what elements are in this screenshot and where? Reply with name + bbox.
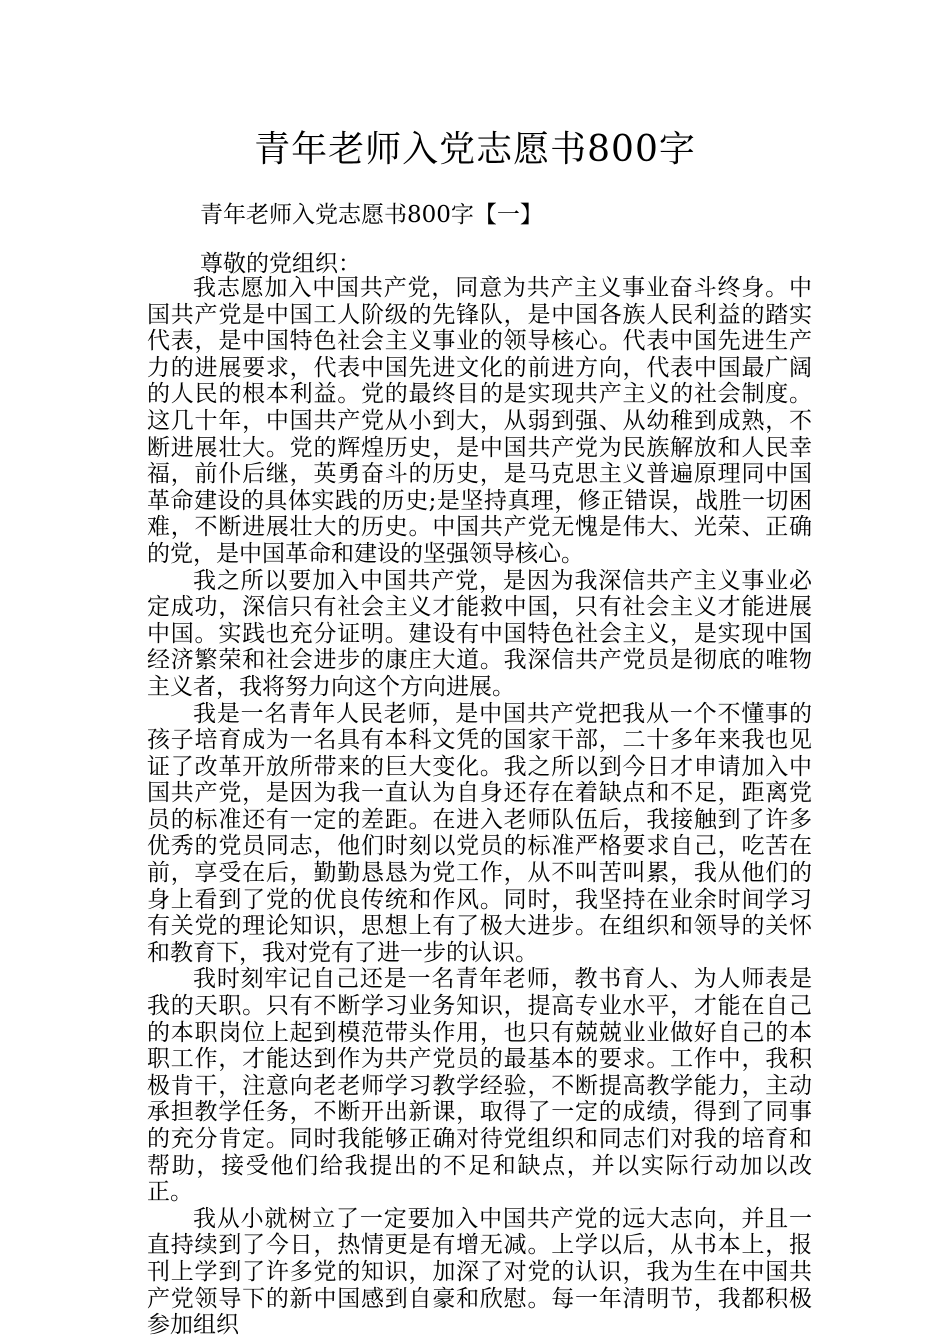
paragraph-3: 我是一名青年人民老师，是中国共产党把我从一个不懂事的孩子培育成为一名具有本科文凭的国家干部，二十多年来我也见证了改革开放所带来的巨大变化。我之所以到今日才申请加入中国共产党，是因为我一直认为自身还存在着缺点和不足，距离党员的标准还有一定的差距。在进入老师队伍后，我接触到了许多优秀的党员同志，他们时刻以党员的标准严格要求自己，吃苦在前，享受在后，勤勤恳恳为党工作，从不叫苦叫累，我从他们的身上看到了党的优良传统和作风。同时，我坚持在业余时间学习有关党的理论知识，思想上有了极大进步。在组织和领导的关怀和教育下，我对党有了进一步的认识。 xyxy=(147,700,812,966)
section-heading: 青年老师入党志愿书800字【一】 xyxy=(200,202,543,228)
salutation: 尊敬的党组织： xyxy=(200,251,361,277)
paragraph-4: 我时刻牢记自己还是一名青年老师，教书育人、为人师表是我的天职。只有不断学习业务知识，提高专业水平，才能在自己的本职岗位上起到模范带头作用，也只有兢兢业业做好自己的本职工作，才能达到作为共产党员的最基本的要求。工作中，我积极肯干，注意向老老师学习教学经验，不断提高教学能力，主动承担教学任务，不断开出新课，取得了一定的成绩，得到了同事的充分肯定。同时我能够正确对待党组织和同志们对我的培育和帮助，接受他们给我提出的不足和缺点，并以实际行动加以改正。 xyxy=(147,966,812,1206)
paragraph-2: 我之所以要加入中国共产党，是因为我深信共产主义事业必定成功，深信只有社会主义才能救中国，只有社会主义才能进展中国。实践也充分证明。建设有中国特色社会主义，是实现中国经济繁荣和社会进步的康庄大道。我深信共产党员是彻底的唯物主义者，我将努力向这个方向进展。 xyxy=(147,567,812,700)
paragraph-1: 我志愿加入中国共产党，同意为共产主义事业奋斗终身。中国共产党是中国工人阶级的先锋队，是中国各族人民利益的踏实代表，是中国特色社会主义事业的领导核心。代表中国先进生产力的进展要求，代表中国先进文化的前进方向，代表中国最广阔的人民的根本利益。党的最终目的是实现共产主义的社会制度。这几十年，中国共产党从小到大，从弱到强、从幼稚到成熟，不断进展壮大。党的辉煌历史，是中国共产党为民族解放和人民幸福，前仆后继，英勇奋斗的历史，是马克思主义普遍原理同中国革命建设的具体实践的历史;是坚持真理，修正错误，战胜一切困难，不断进展壮大的历史。中国共产党无愧是伟大、光荣、正确的党，是中国革命和建设的坚强领导核心。 xyxy=(147,275,812,567)
paragraph-5: 我从小就树立了一定要加入中国共产党的远大志向，并且一直持续到了今日，热情更是有增无减。上学以后，从书本上，报刊上学到了许多党的知识，加深了对党的认识，我为生在中国共产党领导下的新中国感到自豪和欣慰。每一年清明节，我都积极参加组织 xyxy=(147,1205,812,1339)
letter-body xyxy=(147,275,812,1339)
document-title: 青年老师入党志愿书800字 xyxy=(254,129,696,170)
